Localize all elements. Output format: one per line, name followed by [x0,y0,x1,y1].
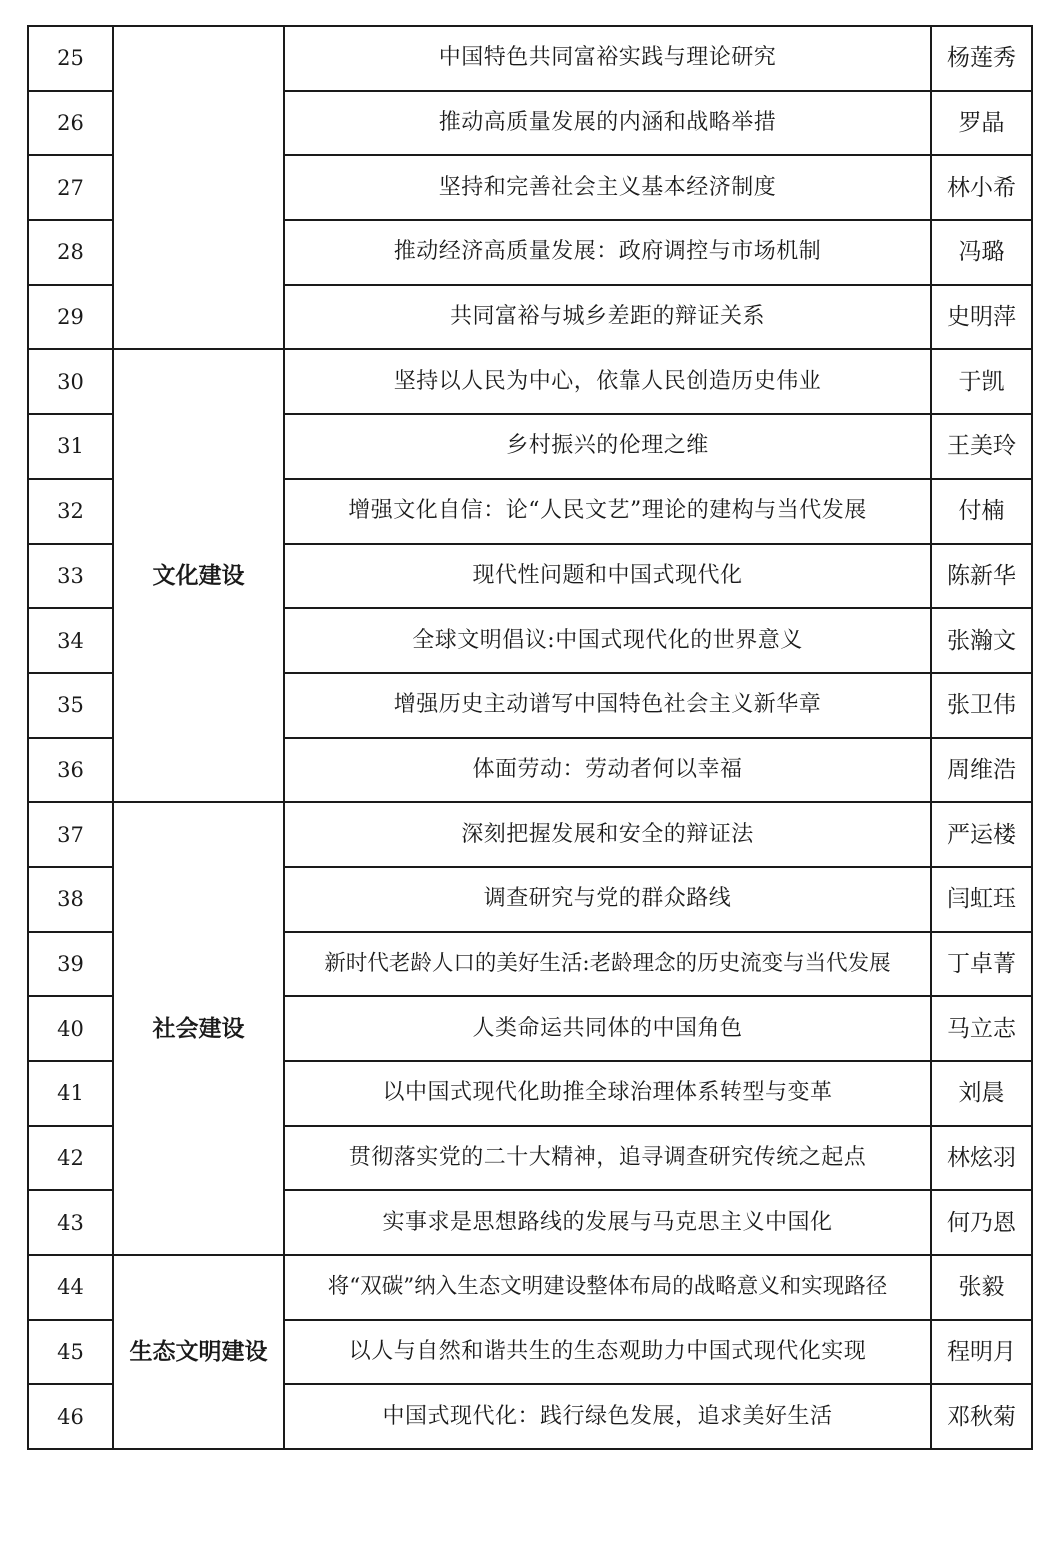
author-name: 程明月 [931,1320,1032,1385]
author-name: 张毅 [931,1255,1032,1320]
category-cell: 生态文明建设 [113,1255,284,1449]
row-number: 32 [28,479,113,544]
author-name: 丁卓菁 [931,932,1032,997]
author-name: 马立志 [931,996,1032,1061]
author-name: 史明萍 [931,285,1032,350]
author-name: 罗晶 [931,91,1032,156]
topic-title: 深刻把握发展和安全的辩证法 [284,802,931,867]
table-row [28,26,1032,91]
author-name: 杨莲秀 [931,26,1032,91]
table-row [28,802,1032,867]
row-number: 34 [28,608,113,673]
row-number: 42 [28,1126,113,1191]
row-number: 31 [28,414,113,479]
author-name: 刘晨 [931,1061,1032,1126]
author-name: 邓秋菊 [931,1384,1032,1449]
author-name: 林小希 [931,155,1032,220]
row-number: 30 [28,349,113,414]
row-number: 40 [28,996,113,1061]
row-number: 26 [28,91,113,156]
row-number: 44 [28,1255,113,1320]
row-number: 29 [28,285,113,350]
author-name: 张卫伟 [931,673,1032,738]
author-name: 严运楼 [931,802,1032,867]
topic-title: 将“双碳”纳入生态文明建设整体布局的战略意义和实现路径 [284,1255,931,1320]
row-number: 27 [28,155,113,220]
topic-title: 推动高质量发展的内涵和战略举措 [284,91,931,156]
author-name: 王美玲 [931,414,1032,479]
row-number: 25 [28,26,113,91]
category-cell: 社会建设 [113,802,284,1255]
topic-title: 新时代老龄人口的美好生活:老龄理念的历史流变与当代发展 [284,932,931,997]
row-number: 43 [28,1190,113,1255]
row-number: 39 [28,932,113,997]
author-name: 冯璐 [931,220,1032,285]
row-number: 41 [28,1061,113,1126]
row-number: 35 [28,673,113,738]
category-cell [113,26,284,349]
author-name: 何乃恩 [931,1190,1032,1255]
table-row [28,1255,1032,1320]
topic-title: 坚持和完善社会主义基本经济制度 [284,155,931,220]
author-name: 林炫羽 [931,1126,1032,1191]
topic-title: 体面劳动：劳动者何以幸福 [284,738,931,803]
row-number: 33 [28,544,113,609]
author-name: 陈新华 [931,544,1032,609]
row-number: 45 [28,1320,113,1385]
author-name: 周维浩 [931,738,1032,803]
row-number: 46 [28,1384,113,1449]
author-name: 张瀚文 [931,608,1032,673]
row-number: 37 [28,802,113,867]
topics-table [27,25,1033,1450]
author-name: 于凯 [931,349,1032,414]
table-row [28,349,1032,414]
topic-title: 以中国式现代化助推全球治理体系转型与变革 [284,1061,931,1126]
topic-title: 共同富裕与城乡差距的辩证关系 [284,285,931,350]
topic-title: 全球文明倡议:中国式现代化的世界意义 [284,608,931,673]
topic-title: 实事求是思想路线的发展与马克思主义中国化 [284,1190,931,1255]
topic-title: 贯彻落实党的二十大精神，追寻调查研究传统之起点 [284,1126,931,1191]
author-name: 付楠 [931,479,1032,544]
topic-title: 以人与自然和谐共生的生态观助力中国式现代化实现 [284,1320,931,1385]
topic-title: 增强文化自信：论“人民文艺”理论的建构与当代发展 [284,479,931,544]
topic-title: 中国特色共同富裕实践与理论研究 [284,26,931,91]
topic-title: 增强历史主动谱写中国特色社会主义新华章 [284,673,931,738]
topic-title: 现代性问题和中国式现代化 [284,544,931,609]
topic-title: 调查研究与党的群众路线 [284,867,931,932]
topic-title: 人类命运共同体的中国角色 [284,996,931,1061]
row-number: 28 [28,220,113,285]
topic-title: 推动经济高质量发展：政府调控与市场机制 [284,220,931,285]
topic-title: 坚持以人民为中心，依靠人民创造历史伟业 [284,349,931,414]
topic-title: 中国式现代化：践行绿色发展，追求美好生活 [284,1384,931,1449]
row-number: 36 [28,738,113,803]
topic-title: 乡村振兴的伦理之维 [284,414,931,479]
author-name: 闫虹珏 [931,867,1032,932]
row-number: 38 [28,867,113,932]
category-cell: 文化建设 [113,349,284,802]
